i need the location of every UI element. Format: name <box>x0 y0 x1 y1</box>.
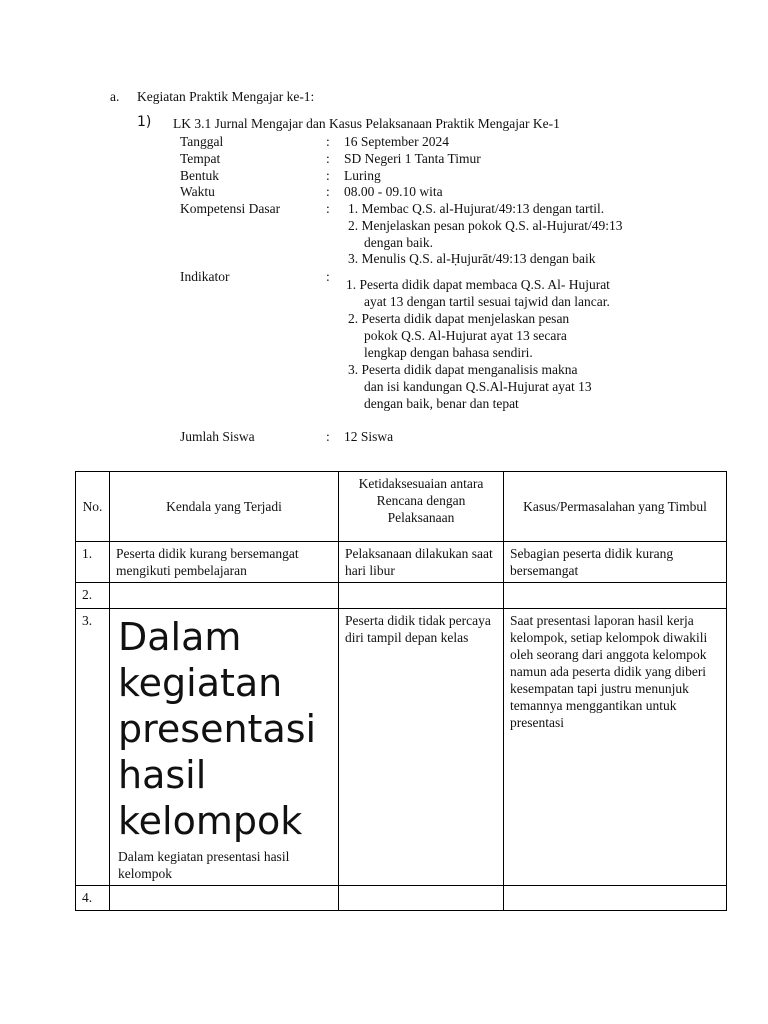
jumlah-label: Jumlah Siswa <box>180 429 255 444</box>
header-kasus: Kasus/Permasalahan yang Timbul <box>504 472 727 542</box>
waktu-value: 08.00 - 09.10 wita <box>344 184 443 199</box>
table-row <box>76 609 727 886</box>
waktu-label: Waktu <box>180 184 215 199</box>
cell-no: 3. <box>76 609 110 886</box>
kompetensi-line: dengan baik. <box>364 235 433 250</box>
table-row <box>76 583 727 609</box>
cell-kendala-large <box>110 609 339 886</box>
table-header-row <box>76 472 727 542</box>
kompetensi-line: 3. Menulis Q.S. al-Ḥujurāt/49:13 dengan baik <box>348 251 596 266</box>
cell-kasus <box>504 583 727 609</box>
kendala-small-text: Dalam kegiatan presentasi hasil kelompok <box>118 849 290 881</box>
bentuk-value: Luring <box>344 168 381 183</box>
cell-kasus: Sebagian peserta didik kurang bersemangat <box>504 542 727 583</box>
item-number: 1) <box>137 114 152 130</box>
tempat-label: Tempat <box>180 151 221 166</box>
tanggal-value: 16 September 2024 <box>344 134 449 149</box>
indikator-line: 3. Peserta didik dapat menganalisis makna <box>348 362 578 377</box>
cell-no: 4. <box>76 886 110 911</box>
header-kendala: Kendala yang Terjadi <box>110 472 339 542</box>
jumlah-colon: : <box>326 429 330 444</box>
indikator-colon: : <box>326 269 330 284</box>
cell-ketidaksesuaian: Pelaksanaan dilakukan saat hari libur <box>339 542 504 583</box>
kompetensi-line: 2. Menjelaskan pesan pokok Q.S. al-Hujurat/49:13 <box>348 218 623 233</box>
indikator-line: dan isi kandungan Q.S.Al-Hujurat ayat 13 <box>364 379 592 394</box>
kompetensi-line: 1. Membac Q.S. al-Hujurat/49:13 dengan tartil. <box>348 201 605 216</box>
indikator-line: ayat 13 dengan tartil sesuai tajwid dan lancar. <box>364 294 610 309</box>
jumlah-value: 12 Siswa <box>344 429 394 444</box>
cell-kendala <box>110 583 339 609</box>
kompetensi-label: Kompetensi Dasar <box>180 201 281 216</box>
indikator-line: pokok Q.S. Al-Hujurat ayat 13 secara <box>364 328 567 343</box>
cell-kendala: Peserta didik kurang bersemangat mengikuti pembelajaran <box>110 542 339 583</box>
tanggal-colon: : <box>326 134 330 149</box>
table-row <box>76 886 727 911</box>
tempat-value: SD Negeri 1 Tanta Timur <box>344 151 481 166</box>
kendala-large-text: Dalam kegiatan presentasi hasil kelompok <box>118 615 317 843</box>
cell-ketidaksesuaian: Peserta didik tidak percaya diri tampil depan kelas <box>339 609 504 886</box>
indikator-line: lengkap dengan bahasa sendiri. <box>364 345 533 360</box>
table-row <box>76 542 727 583</box>
section-title: Kegiatan Praktik Mengajar ke-1: <box>137 89 315 104</box>
journal-table <box>75 471 727 911</box>
tempat-colon: : <box>326 151 330 166</box>
cell-ketidaksesuaian <box>339 583 504 609</box>
kompetensi-colon: : <box>326 201 330 216</box>
cell-kasus <box>504 886 727 911</box>
cell-no: 1. <box>76 542 110 583</box>
tanggal-label: Tanggal <box>180 134 224 149</box>
bentuk-colon: : <box>326 168 330 183</box>
cell-kendala <box>110 886 339 911</box>
section-letter: a. <box>110 89 120 104</box>
indikator-line: 2. Peserta didik dapat menjelaskan pesan <box>348 311 570 326</box>
cell-ketidaksesuaian <box>339 886 504 911</box>
indikator-label: Indikator <box>180 269 230 284</box>
cell-kasus: Saat presentasi laporan hasil kerja kelompok, setiap kelompok diwakili oleh seorang dari anggota kelompok namun ada peserta didik yang diberi kesempatan tapi justru menunjuk temannya menggantikan untuk presentasi <box>504 609 727 886</box>
waktu-colon: : <box>326 184 330 199</box>
bentuk-label: Bentuk <box>180 168 219 183</box>
header-no: No. <box>76 472 110 542</box>
item-title: LK 3.1 Jurnal Mengajar dan Kasus Pelaksanaan Praktik Mengajar Ke-1 <box>173 116 560 131</box>
cell-no: 2. <box>76 583 110 609</box>
header-ketidaksesuaian: Ketidaksesuaian antara Rencana dengan Pelaksanaan <box>339 472 504 542</box>
indikator-line: 1. Peserta didik dapat membaca Q.S. Al- Hujurat <box>346 277 610 292</box>
indikator-line: dengan baik, benar dan tepat <box>364 396 519 411</box>
